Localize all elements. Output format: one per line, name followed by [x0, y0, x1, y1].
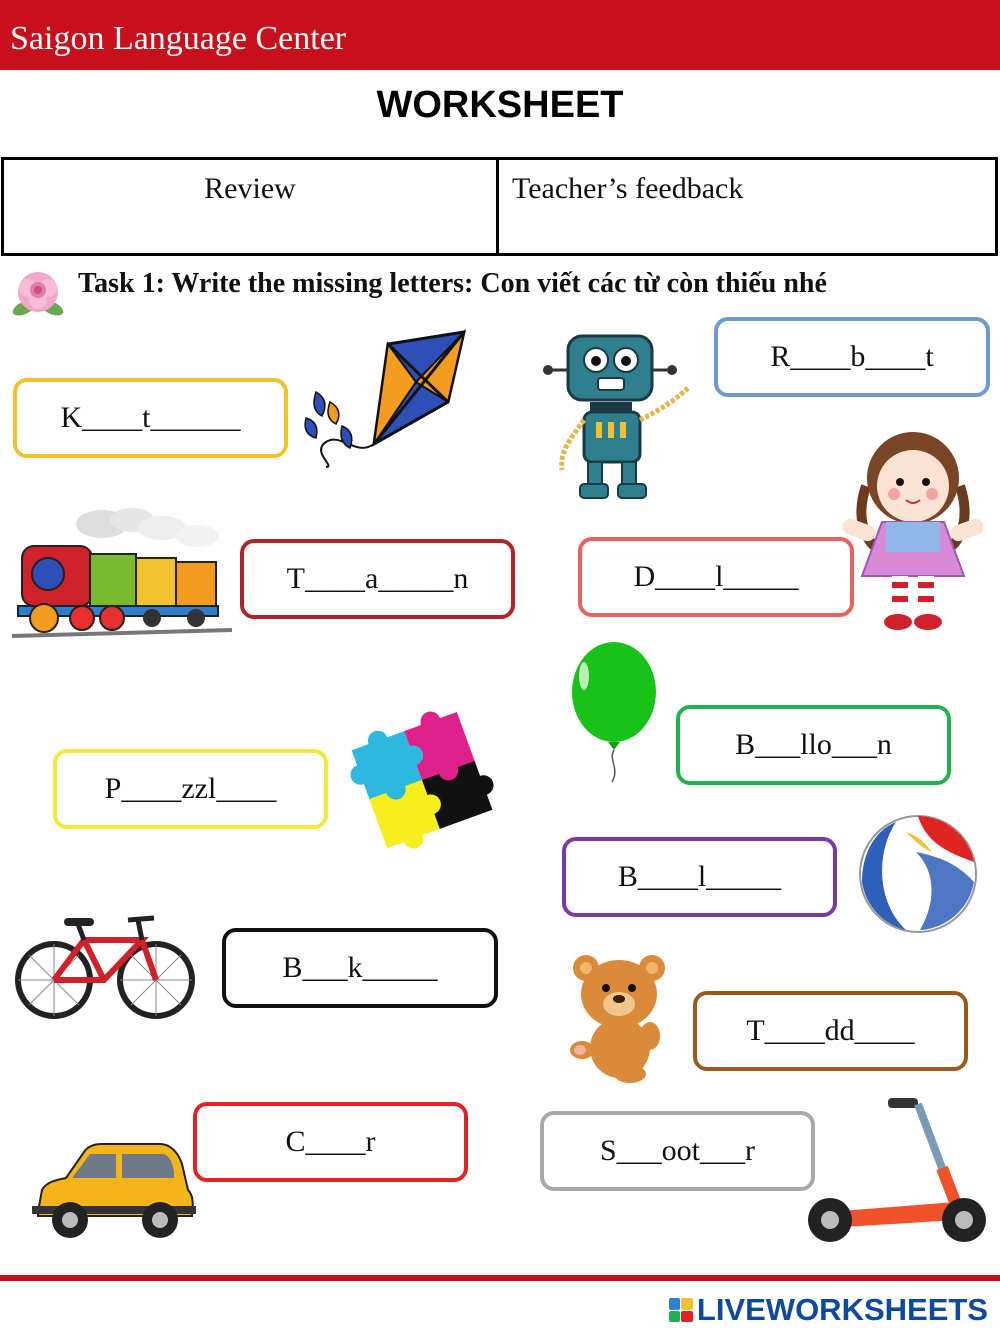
kite-icon [296, 322, 466, 472]
train-word: T____a_____n [286, 562, 469, 595]
brand-text: LIVEWORKSHEETS [696, 1292, 988, 1327]
doll-icon [836, 426, 990, 634]
puzzle-icon [338, 698, 506, 862]
review-cell [4, 160, 499, 253]
task-instruction: Task 1: Write the missing letters: Con viết các từ còn thiếu nhé [78, 268, 827, 299]
bike-icon [14, 910, 196, 1022]
kite-word: K____t______ [60, 401, 241, 434]
balloon-answer-box[interactable] [676, 705, 951, 785]
puzzle-answer-box[interactable] [53, 749, 328, 829]
car-answer-box[interactable] [193, 1102, 468, 1182]
balloon-icon [568, 640, 660, 785]
liveworksheets-logo-icon [669, 1298, 693, 1322]
balloon-word: B___llo___n [735, 728, 892, 761]
bike-word: B___k_____ [282, 951, 438, 984]
scooter-word: S___oot___r [599, 1134, 755, 1167]
feedback-label: Teacher’s feedback [512, 172, 744, 205]
scooter-answer-box[interactable] [540, 1111, 815, 1191]
scooter-icon [806, 1096, 992, 1246]
robot-word: R____b____t [770, 340, 934, 373]
teddy-word: T____dd____ [746, 1014, 915, 1047]
page-title: WORKSHEET [376, 84, 624, 126]
robot-answer-box[interactable] [714, 317, 990, 397]
review-label: Review [204, 172, 296, 205]
feedback-cell [499, 160, 995, 253]
car-icon [32, 1142, 196, 1244]
robot-icon [540, 330, 705, 502]
train-answer-box[interactable] [240, 539, 515, 619]
ball-answer-box[interactable] [562, 837, 837, 917]
bike-answer-box[interactable] [222, 928, 498, 1008]
puzzle-word: P____zzl____ [104, 772, 277, 805]
ball-word: B____l_____ [617, 860, 782, 893]
ball-icon [856, 812, 980, 936]
teddy-icon [568, 952, 670, 1084]
flower-icon [6, 262, 70, 326]
doll-word: D____l_____ [633, 560, 799, 593]
header-bar [0, 0, 1000, 70]
review-table [1, 157, 998, 256]
teddy-answer-box[interactable] [693, 991, 968, 1071]
kite-answer-box[interactable] [13, 378, 288, 458]
brand-logo [669, 1292, 988, 1328]
car-word: C____r [285, 1125, 376, 1158]
footer-divider [0, 1275, 1000, 1281]
center-name: Saigon Language Center [10, 20, 347, 57]
train-icon [12, 506, 232, 644]
doll-answer-box[interactable] [578, 537, 854, 617]
